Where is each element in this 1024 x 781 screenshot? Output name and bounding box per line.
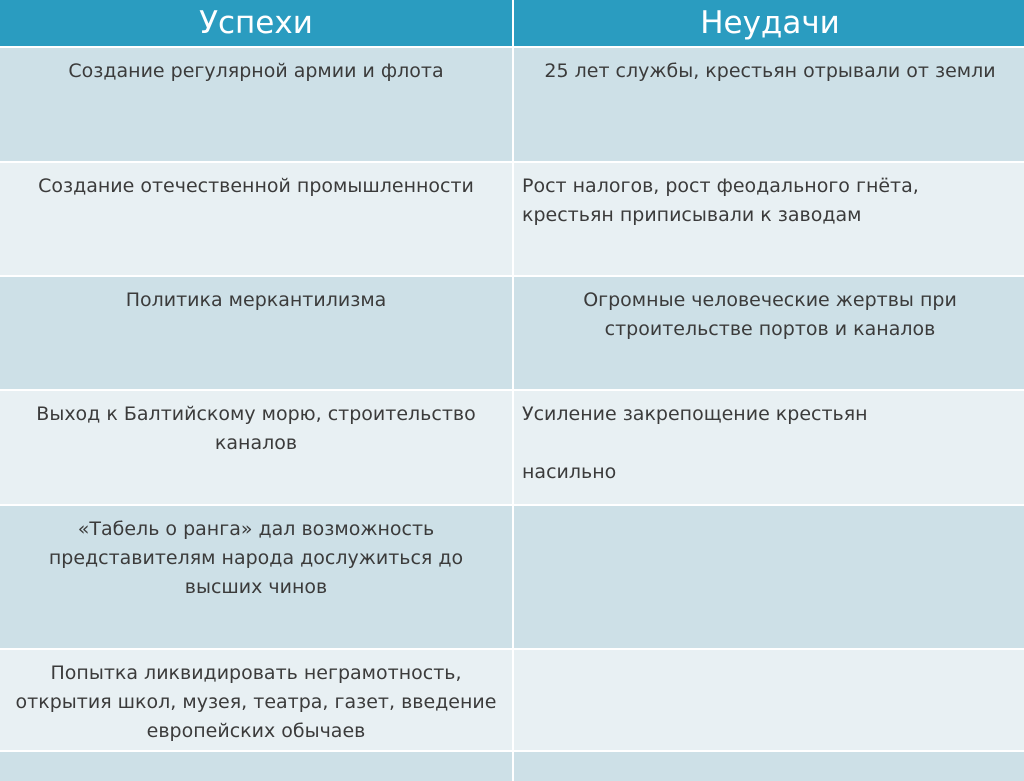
row-6-success	[0, 650, 512, 750]
row-5-failure	[514, 506, 1024, 648]
cell-text: Создание отечественной промышленности	[38, 175, 474, 197]
cell-text: европейских обычаев	[146, 720, 366, 742]
row-5-success	[0, 506, 512, 648]
cell-text: Усиление закрепощение крестьян	[522, 403, 868, 425]
cell-text: высших чинов	[184, 576, 328, 598]
cell-text: Огромные человеческие жертвы при	[583, 289, 957, 311]
cell-text: открытия школ, музея, театра, газет, введение	[15, 691, 497, 713]
cell-text: Выход к Балтийскому морю, строительство	[36, 403, 476, 425]
cell-text: Создание регулярной армии и флота	[68, 60, 444, 82]
cell-text: крестьян приписывали к заводам	[522, 204, 862, 226]
cell-text: Попытка ликвидировать неграмотность,	[50, 662, 462, 684]
row-4-failure	[514, 391, 1024, 504]
cell-text: «Табель о ранга» дал возможность	[77, 518, 435, 540]
cell-text: представителям народа дослужиться до	[48, 547, 464, 569]
row-1-failure	[514, 48, 1024, 161]
row-3-success	[0, 277, 512, 389]
header-failures: Неудачи	[514, 0, 1024, 46]
row-6-failure	[514, 650, 1024, 750]
cell-text: Политика меркантилизма	[125, 289, 387, 311]
cell-text: каналов	[214, 432, 298, 454]
row-2-success	[0, 163, 512, 275]
cell-text: 25 лет службы, крестьян отрывали от земли	[544, 60, 996, 82]
cell-text: строительстве портов и каналов	[604, 318, 936, 340]
header-successes: Успехи	[0, 0, 512, 46]
cell-text: насильно	[522, 461, 617, 483]
cell-text: Рост налогов, рост феодального гнёта,	[522, 175, 919, 197]
row-3-failure	[514, 277, 1024, 389]
row-4-success	[0, 391, 512, 504]
row-1-success	[0, 48, 512, 161]
row-2-failure	[514, 163, 1024, 275]
